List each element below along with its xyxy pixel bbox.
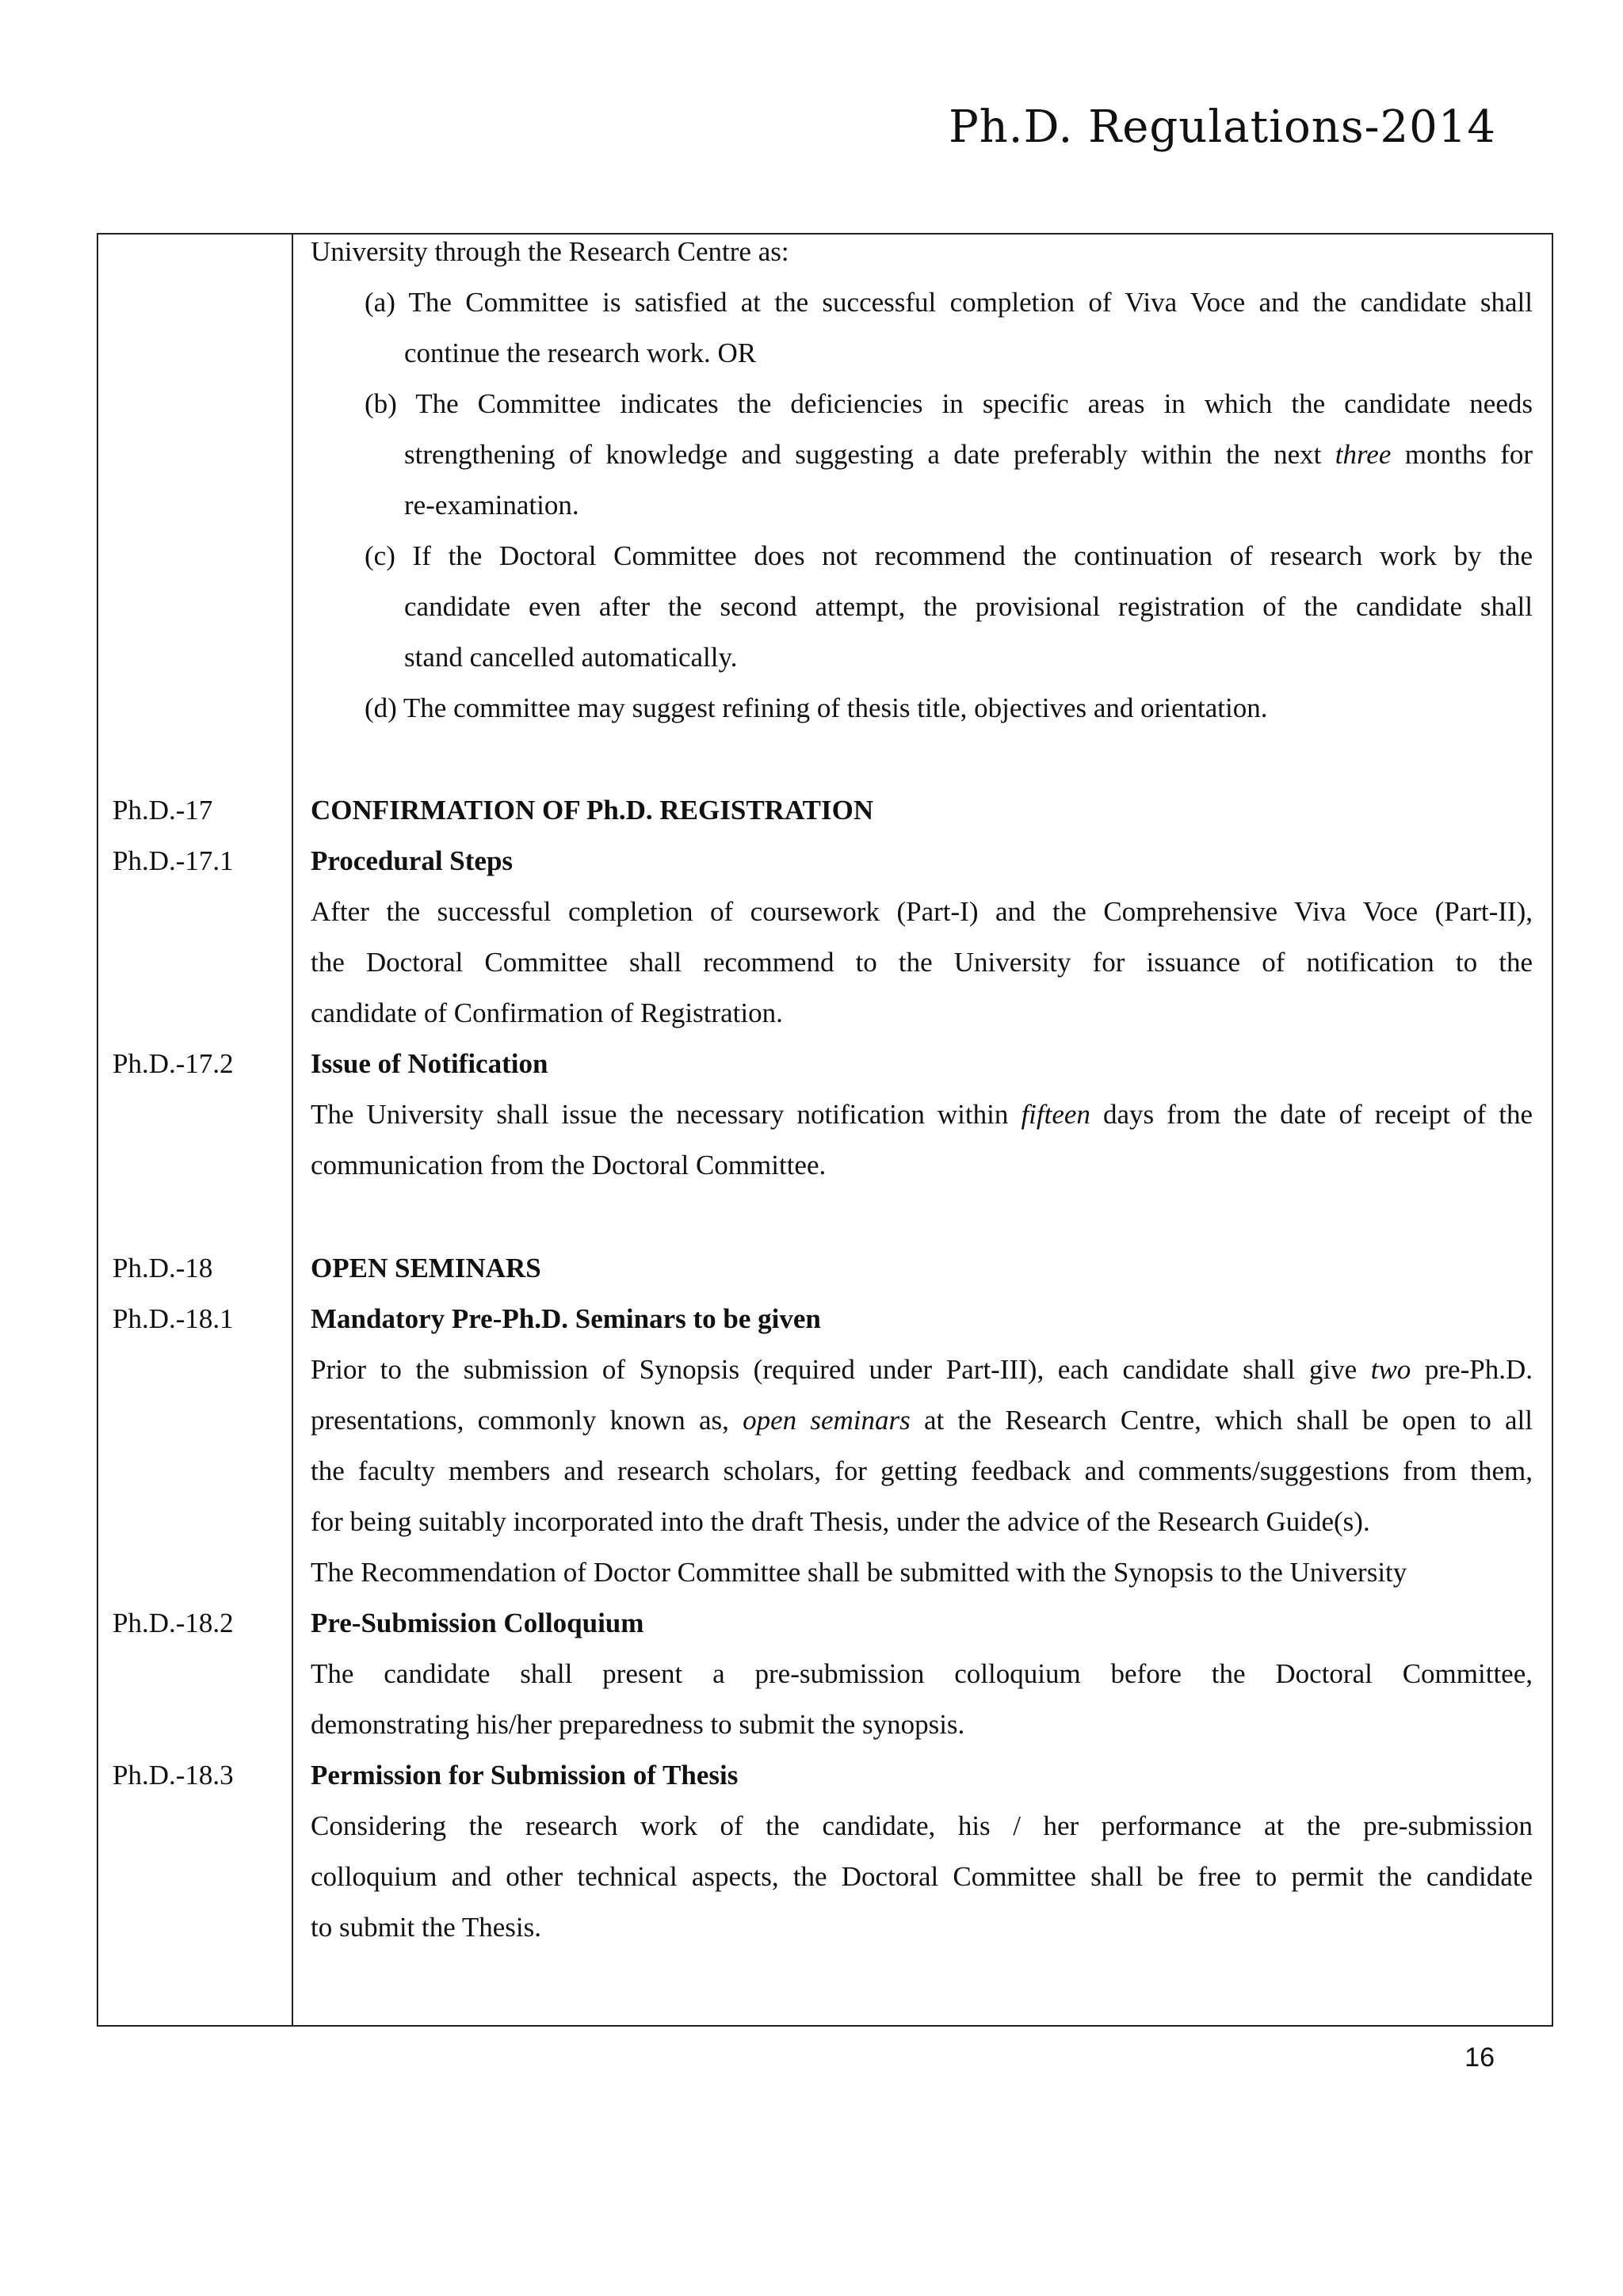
item-b-line-2: strengthening of knowledge and suggesting a date preferably within the next three months for bbox=[404, 439, 1533, 470]
section-18-1-line-4: for being suitably incorporated into the draft Thesis, under the advice of the Research Guide(s). bbox=[311, 1506, 1370, 1537]
section-17-1-line-3: candidate of Confirmation of Registration. bbox=[311, 997, 783, 1028]
section-17-1-line-2: the Doctoral Committee shall recommend to the University for issuance of notification to the bbox=[311, 947, 1533, 978]
intro-lead: University through the Research Centre as: bbox=[311, 236, 789, 267]
section-18-1-line-3: the faculty members and research scholars, for getting feedback and comments/suggestions from them, bbox=[311, 1455, 1533, 1486]
regulations-table bbox=[97, 233, 1553, 2027]
item-c-line-1: (c) If the Doctoral Committee does not recommend the continuation of research work by the bbox=[365, 540, 1533, 571]
section-18-1-line-5: The Recommendation of Doctor Committee shall be submitted with the Synopsis to the University bbox=[311, 1557, 1407, 1588]
item-b-line-1: (b) The Committee indicates the deficiencies in specific areas in which the candidate needs bbox=[365, 388, 1533, 419]
page-number: 16 bbox=[1465, 2042, 1495, 2073]
section-17-1-line-1: After the successful completion of coursework (Part-I) and the Comprehensive Viva Voce (Part-II), bbox=[311, 896, 1533, 927]
section-18-3-line-1: Considering the research work of the candidate, his / her performance at the pre-submission bbox=[311, 1810, 1533, 1841]
item-c-line-2: candidate even after the second attempt, the provisional registration of the candidate shall bbox=[404, 591, 1533, 622]
item-a-line-2: continue the research work. OR bbox=[404, 338, 757, 368]
section-17-2-number: Ph.D.-17.2 bbox=[113, 1048, 234, 1079]
section-17-1-number: Ph.D.-17.1 bbox=[113, 845, 234, 876]
section-18-2-line-1: The candidate shall present a pre-submission colloquium before the Doctoral Committee, bbox=[311, 1658, 1533, 1689]
section-17-1-heading: Procedural Steps bbox=[311, 845, 514, 876]
section-18-1-line-1: Prior to the submission of Synopsis (required under Part-III), each candidate shall give two pre-Ph.D. bbox=[311, 1354, 1533, 1385]
section-18-title: OPEN SEMINARS bbox=[311, 1253, 541, 1283]
section-18-3-heading: Permission for Submission of Thesis bbox=[311, 1760, 739, 1791]
section-18-number: Ph.D.-18 bbox=[113, 1253, 213, 1283]
section-17-number: Ph.D.-17 bbox=[113, 795, 213, 826]
section-17-2-line-1: The University shall issue the necessary notification within fifteen days from the date of receipt of the bbox=[311, 1099, 1533, 1130]
item-b-line-3: re-examination. bbox=[404, 490, 579, 521]
section-18-1-heading: Mandatory Pre-Ph.D. Seminars to be given bbox=[311, 1303, 821, 1334]
section-18-2-number: Ph.D.-18.2 bbox=[113, 1608, 234, 1638]
section-18-3-line-2: colloquium and other technical aspects, the Doctoral Committee shall be free to permit the candidate bbox=[311, 1861, 1533, 1892]
section-18-1-number: Ph.D.-18.1 bbox=[113, 1303, 234, 1334]
section-18-2-line-2: demonstrating his/her preparedness to submit the synopsis. bbox=[311, 1709, 965, 1740]
section-18-3-number: Ph.D.-18.3 bbox=[113, 1760, 234, 1791]
column-divider bbox=[292, 235, 293, 2025]
item-c-line-3: stand cancelled automatically. bbox=[404, 642, 738, 673]
item-a-line-1: (a) The Committee is satisfied at the successful completion of Viva Voce and the candidate shall bbox=[365, 287, 1533, 318]
section-18-3-line-3: to submit the Thesis. bbox=[311, 1912, 542, 1943]
section-17-2-line-2: communication from the Doctoral Committee. bbox=[311, 1150, 827, 1180]
item-d-line-1: (d) The committee may suggest refining of thesis title, objectives and orientation. bbox=[365, 692, 1268, 723]
section-18-1-line-2: presentations, commonly known as, open seminars at the Research Centre, which shall be open to all bbox=[311, 1405, 1533, 1436]
running-header: Ph.D. Regulations-2014 bbox=[949, 101, 1496, 153]
section-18-2-heading: Pre-Submission Colloquium bbox=[311, 1608, 644, 1638]
section-17-title: CONFIRMATION OF Ph.D. REGISTRATION bbox=[311, 795, 874, 826]
section-17-2-heading: Issue of Notification bbox=[311, 1048, 548, 1079]
